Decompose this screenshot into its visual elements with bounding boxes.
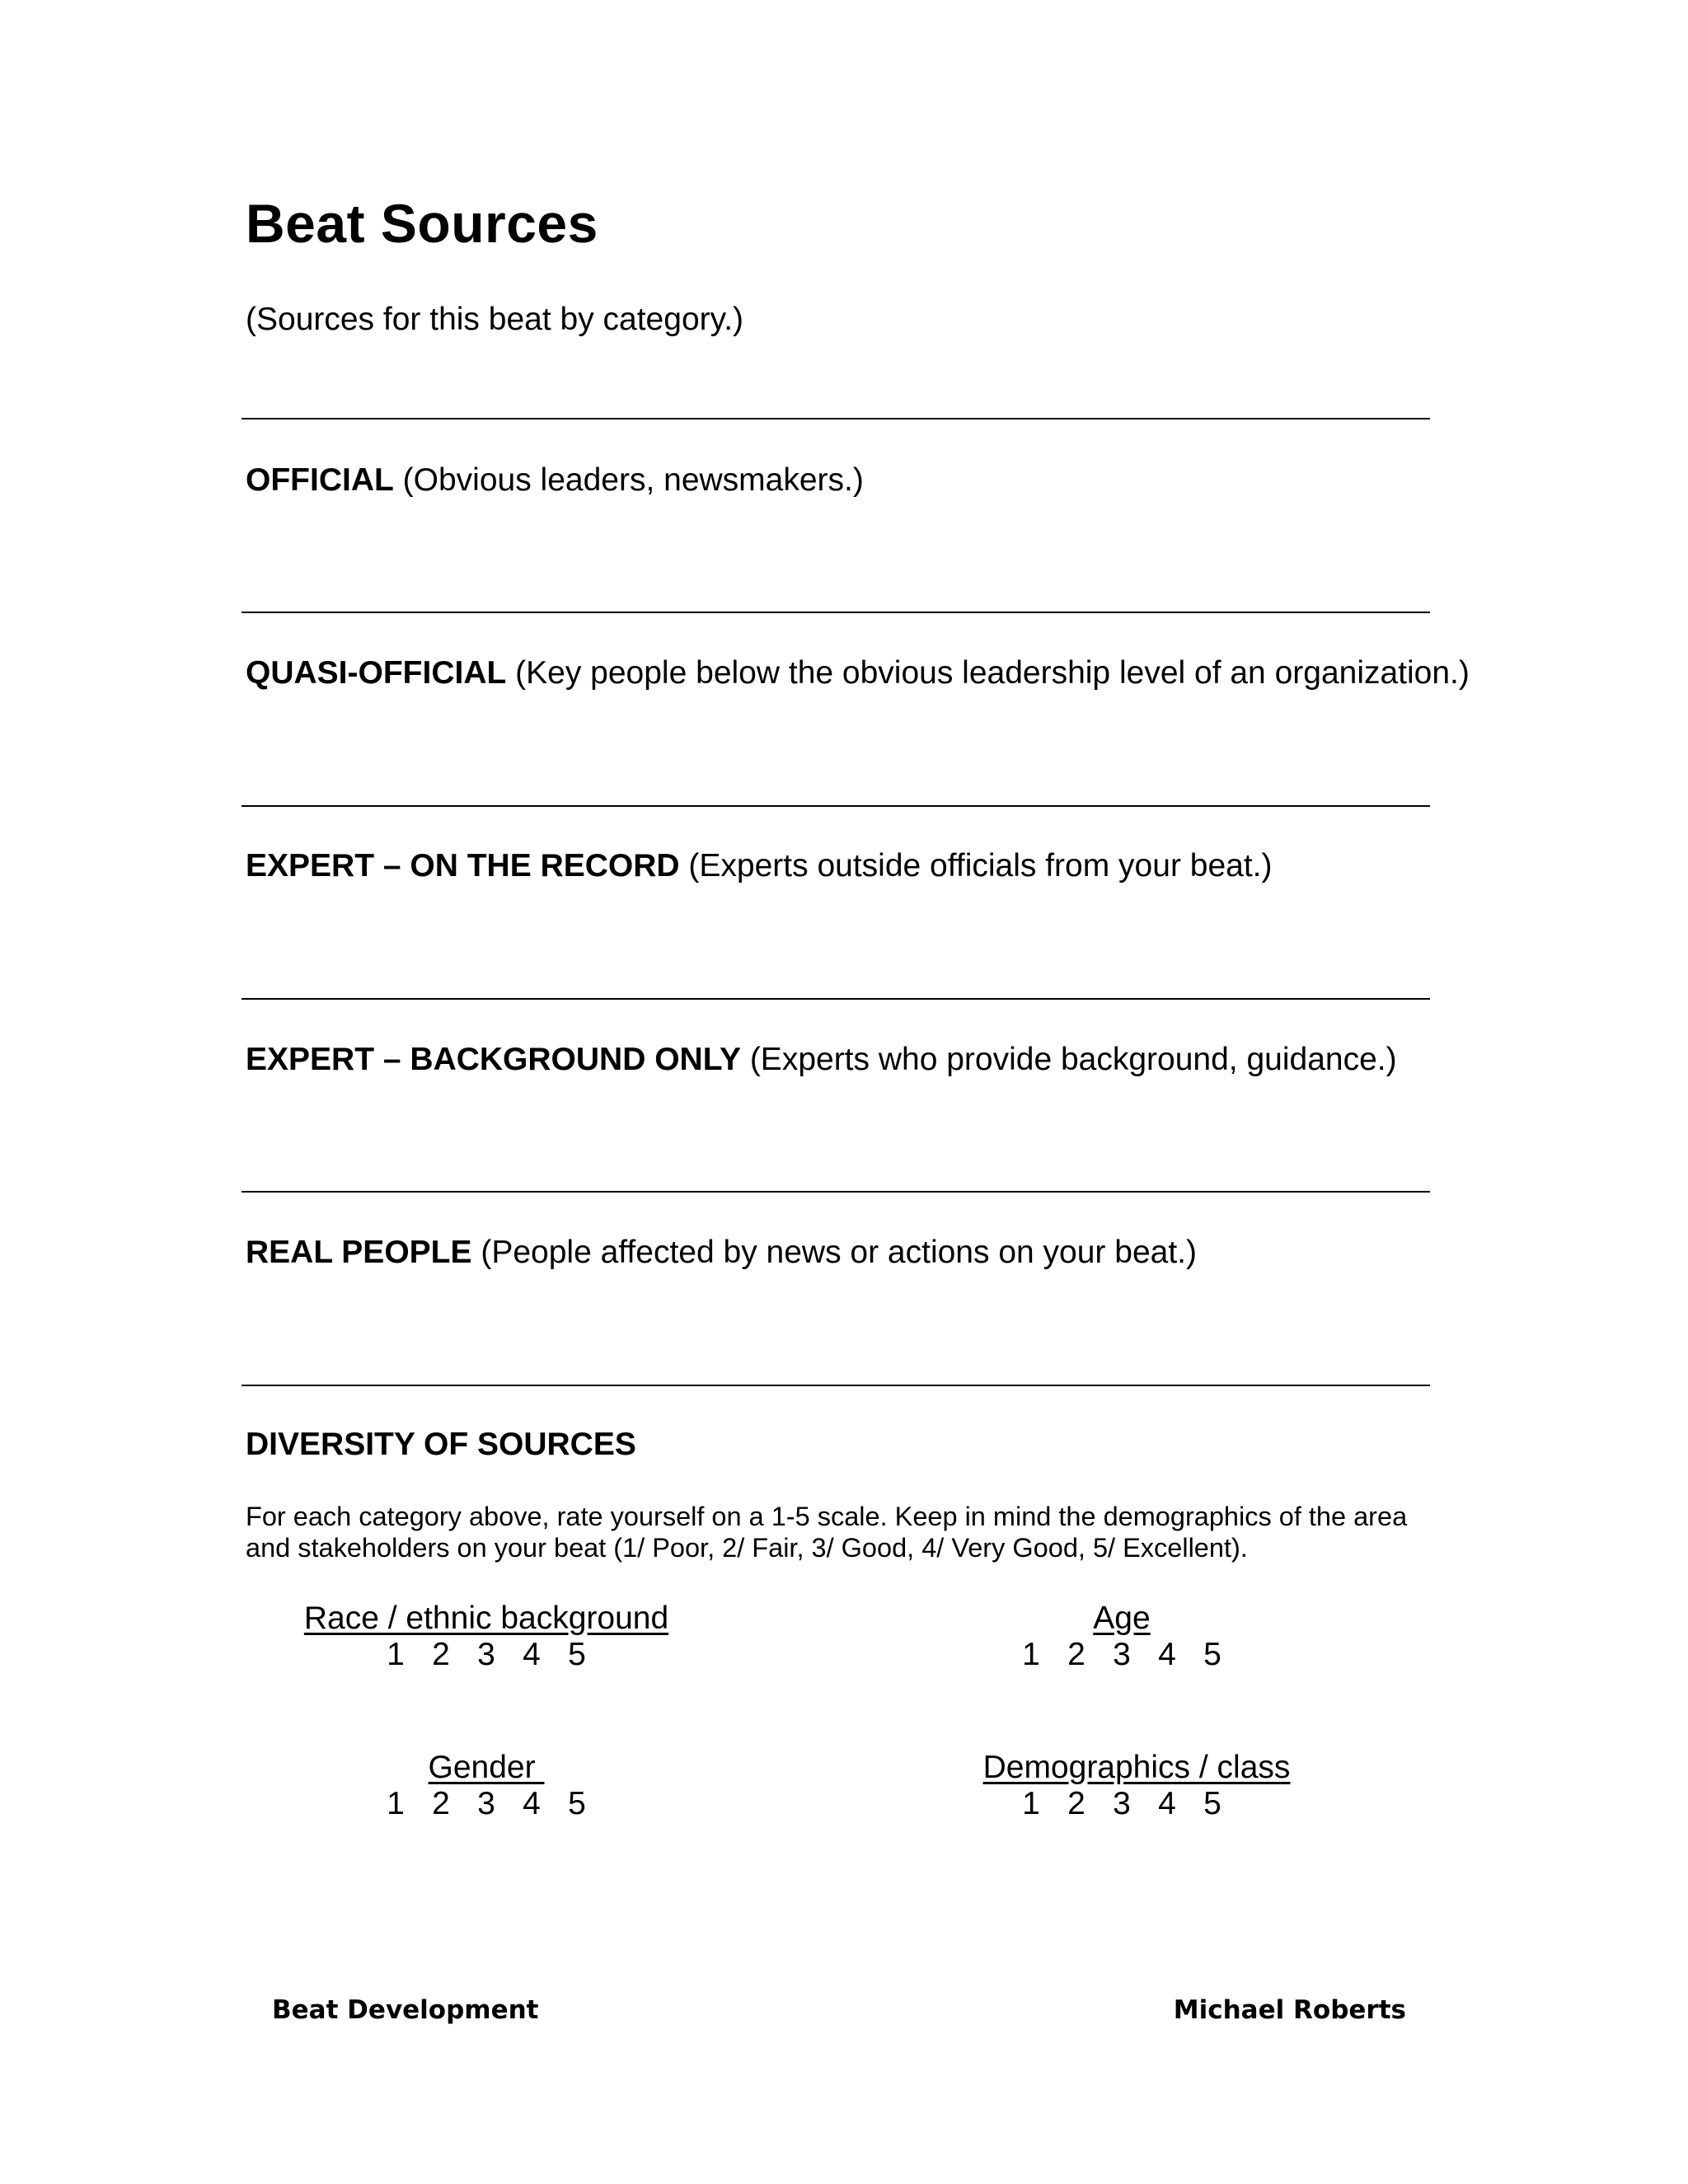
rating-option[interactable]: 2 [432,1637,450,1672]
divider [241,998,1430,1000]
divider [241,418,1430,419]
section-expert-background [246,1043,1397,1076]
rating-scale [833,1638,1410,1673]
section-real-people [246,1236,1197,1268]
rating-option[interactable]: 3 [477,1786,495,1821]
section-heading: REAL PEOPLE [246,1235,472,1270]
rating-demographics-class [848,1751,1425,1822]
rating-scale [198,1638,775,1673]
rating-option[interactable]: 1 [387,1637,405,1672]
rating-option[interactable]: 1 [1022,1786,1040,1821]
rating-label: Age [1093,1601,1151,1636]
section-heading: OFFICIAL [246,462,394,498]
divider [241,1191,1430,1193]
divider [241,1385,1430,1386]
rating-gender [198,1751,775,1822]
section-description: (Obvious leaders, newsmakers.) [393,462,864,498]
rating-option[interactable]: 3 [1113,1786,1131,1821]
rating-scale [198,1787,775,1822]
rating-option[interactable]: 5 [568,1786,586,1821]
divider [241,612,1430,613]
section-official [246,464,864,496]
page-title: Beat Sources [246,193,598,254]
diversity-instructions: For each category above, rate yourself on a 1-5 scale. Keep in mind the demographics of the area and stakeholders on your beat (1/ Poor, 2/ Fair, 3/ Good, 4/ Very Good, 5/ Excellent). [246,1502,1408,1563]
section-quasi-official [246,657,1470,689]
section-expert-on-record [246,850,1273,882]
rating-option[interactable]: 3 [477,1637,495,1672]
rating-option[interactable]: 5 [1203,1637,1221,1672]
rating-option[interactable]: 2 [1067,1637,1085,1672]
rating-race-ethnic [198,1602,775,1673]
page-subtitle: (Sources for this beat by category.) [246,302,744,337]
rating-option[interactable]: 4 [1158,1786,1176,1821]
footer-right: Michael Roberts [1173,1995,1406,2025]
section-heading: EXPERT – BACKGROUND ONLY [246,1042,741,1077]
section-heading: EXPERT – ON THE RECORD [246,848,680,883]
rating-scale [818,1787,1425,1822]
section-description: (Key people below the obvious leadership level of an organization.) [506,655,1470,691]
rating-label: Demographics / class [982,1750,1291,1785]
section-description: (People affected by news or actions on your beat.) [471,1235,1197,1270]
rating-option[interactable]: 4 [523,1637,541,1672]
rating-option[interactable]: 1 [1022,1637,1040,1672]
rating-option[interactable]: 4 [1158,1637,1176,1672]
rating-age [833,1602,1410,1673]
section-heading: QUASI-OFFICIAL [246,655,507,691]
rating-option[interactable]: 1 [387,1786,405,1821]
divider [241,805,1430,807]
footer-left: Beat Development [272,1995,539,2025]
rating-option[interactable]: 3 [1113,1637,1131,1672]
rating-option[interactable]: 5 [568,1637,586,1672]
diversity-heading: DIVERSITY OF SOURCES [246,1427,636,1462]
section-description: (Experts who provide background, guidance.) [740,1042,1397,1077]
rating-option[interactable]: 2 [1067,1786,1085,1821]
rating-option[interactable]: 4 [523,1786,541,1821]
rating-label: Race / ethnic background [303,1601,669,1636]
section-description: (Experts outside officials from your beat.) [679,848,1273,883]
rating-option[interactable]: 2 [432,1786,450,1821]
rating-option[interactable]: 5 [1203,1786,1221,1821]
rating-label: Gender [428,1750,545,1785]
